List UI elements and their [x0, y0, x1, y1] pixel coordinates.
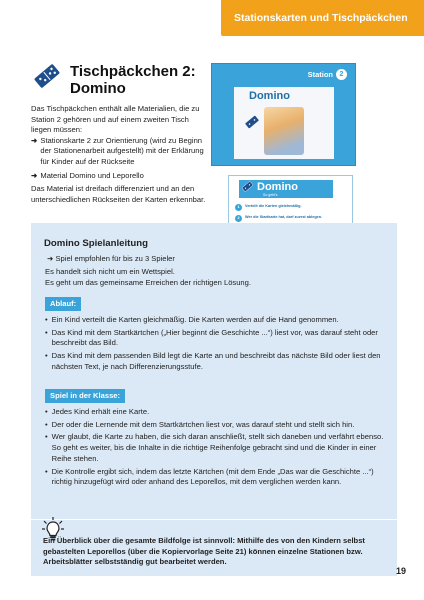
page-title-line1: Tischpäckchen 2:: [70, 63, 196, 80]
list-item: [235, 204, 347, 211]
list-item: [235, 215, 347, 222]
ablauf-label: Ablauf:: [45, 297, 81, 311]
ablauf-item: Das Kind mit dem Startkärtchen („Hier beginnt die Geschichte ...“) liest vor, was darauf steht oder beschreibt das Bild.: [51, 327, 378, 348]
section-header-tab: [221, 0, 424, 36]
hint-text: Ein Überblick über die gesamte Bildfolge ist sinnvoll: Mithilfe des von den Kindern selbst gebastelten Leporellos (über die Kopiervorlage Seite 21) können einzelne Stationen bzw. Arbeitsblätter selbstständig gut bearbeitet werden.: [43, 536, 365, 567]
intro-list-item: [31, 171, 206, 182]
arrow-right-icon: ➜: [31, 170, 38, 180]
list-item: • Das Kind mit dem Startkärtchen („Hier beginnt die Geschichte ...“) liest vor, was darauf steht oder beschreibt das Bild.: [45, 328, 385, 349]
intro-item-2: Material Domino und Leporello: [40, 170, 144, 180]
step-text: Wer die Startkarte hat, darf zuerst ablegen.: [245, 215, 323, 219]
ablauf-item: Das Kind mit dem passenden Bild legt die Karte an und beschreibt das nächste Bild oder liest den nächsten Text, je nach Differenzierungsstufe.: [51, 351, 381, 371]
recommendation-line: ➜ Spiel empfohlen für bis zu 3 Spieler: [47, 254, 175, 263]
station-label: [308, 69, 347, 80]
domino-icon: [32, 61, 62, 91]
page-title-line2: Domino: [70, 80, 126, 97]
station-label-text: Station: [307, 70, 333, 79]
page-number: 19: [396, 566, 407, 576]
list-item: • Jedes Kind erhält eine Karte.: [45, 407, 150, 416]
ablauf-item: Ein Kind verteilt die Karten gleichmäßig. Die Karten werden auf die Hand genommen.: [51, 315, 339, 324]
station-card-title: Domino: [249, 90, 290, 102]
arrow-right-icon: ➜: [31, 135, 38, 145]
explanation-card-title: Domino: [257, 181, 298, 193]
klasse-item: Jedes Kind erhält eine Karte.: [51, 407, 150, 416]
intro-paragraph-2: Das Material ist dreifach differenziert und an den unterschiedlichen Rückseiten der Karten erkennbar.: [31, 184, 206, 204]
klasse-label: Spiel in der Klasse:: [45, 389, 125, 403]
step-number: 2: [235, 215, 242, 222]
ablauf-list: [45, 315, 385, 375]
list-item: • Die Kontrolle ergibt sich, indem das letzte Kärtchen (mit dem Ende „Das war die Geschichte ...“) richtig hinzugefügt wird oder anhand des Leporellos, mit dem verglichen werden kann.: [45, 467, 385, 488]
list-item: • Ein Kind verteilt die Karten gleichmäßig. Die Karten werden auf die Hand genommen.: [45, 315, 339, 324]
instructions-heading: Domino Spielanleitung: [44, 238, 148, 249]
instructions-intro: [45, 266, 251, 288]
list-item: • Das Kind mit dem passenden Bild legt die Karte an und beschreibt das nächste Bild oder liest den nächsten Text, je nach Differenzierungsstufe.: [45, 351, 385, 372]
station-number: 2: [336, 69, 347, 80]
domino-icon: [244, 114, 260, 130]
explanation-card-subtitle: So geht's: [263, 193, 278, 197]
section-title: Stationskarten und Tischpäckchen: [234, 12, 408, 24]
station-card-image: [211, 63, 356, 166]
klasse-item: Der oder die Lernende mit dem Startkärtchen liest vor, was darauf steht und stellt sich hin.: [51, 419, 355, 429]
klasse-item: Wer glaubt, die Karte zu haben, die sich daran anschließt, stellt sich daneben und verfährt ebenso. So geht es weiter, bis die Inhalte in die richtige Reihenfolge gebracht sind und die Kinder in einer Reihe stehen.: [51, 432, 384, 463]
klasse-item: Die Kontrolle ergibt sich, indem das letzte Kärtchen (mit dem Ende „Das war die Geschichte ...“) richtig hinzugefügt wird oder anhand des Leporellos, mit dem verglichen werden kann.: [51, 466, 374, 487]
instructions-intro-line2: Es geht um das gemeinsame Erreichen der richtigen Lösung.: [45, 278, 251, 287]
step-text: Verteilt die Karten gleichmäßig.: [245, 204, 302, 208]
intro-list-item: [31, 136, 206, 168]
instructions-intro-line1: Es handelt sich nicht um ein Wettspiel.: [45, 267, 175, 276]
list-item: • Wer glaubt, die Karte zu haben, die sich daran anschließt, stellt sich daneben und verfährt ebenso. So geht es weiter, bis die Inhalte in die richtige Reihenfolge gebracht sind und die Kinder in einer Reihe stehen.: [45, 432, 384, 463]
step-number: 1: [235, 204, 242, 211]
list-item: • Der oder die Lernende mit dem Startkärtchen liest vor, was darauf steht und stellt sich hin.: [45, 419, 355, 429]
explanation-card-header: [239, 180, 333, 198]
station-card-inner: [234, 87, 334, 159]
intro-item-1: Stationskarte 2 zur Orientierung (wird zu Beginn der Stationenarbeit aufgestellt) mit der Erklärung für Kinder auf der Rückseite: [40, 135, 204, 166]
domino-icon: [241, 180, 254, 193]
station-card-illustration: [264, 107, 304, 155]
intro-paragraph: Das Tischpäckchen enthält alle Materialien, die zu Station 2 gehören und auf einem zweiten Tisch liegen müssen:: [31, 104, 200, 135]
instructions-box: [31, 223, 397, 519]
klasse-list: [45, 407, 385, 490]
page-title: [70, 63, 196, 97]
intro-text: [31, 104, 206, 205]
